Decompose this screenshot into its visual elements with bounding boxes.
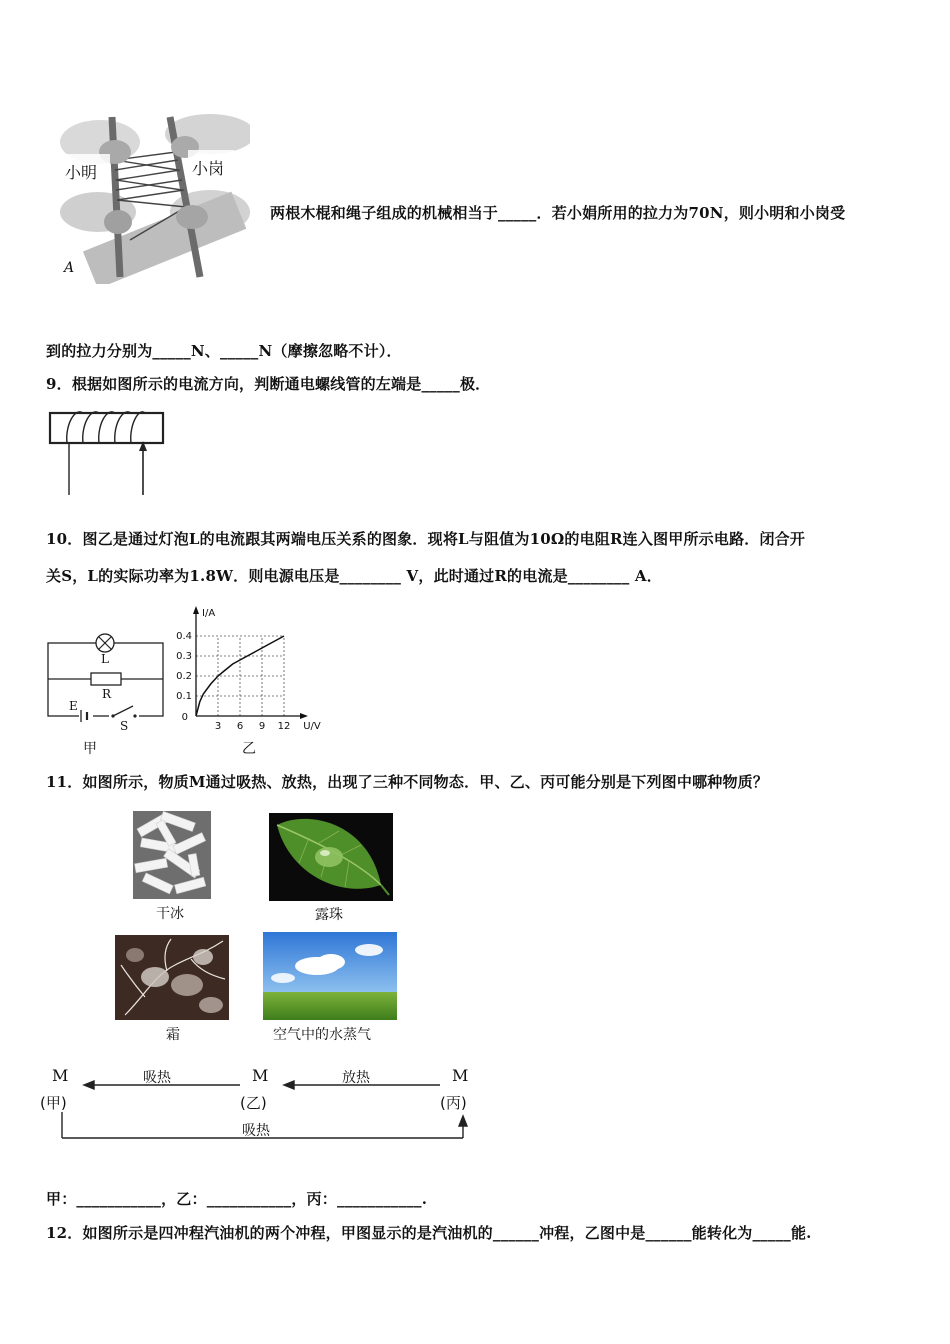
circuit-label-l: L [101,652,109,666]
origin-label: 0 [181,712,188,723]
pulley-stick-figure [60,112,250,284]
x-axis-label: U/V [303,721,321,732]
frost-photo [115,935,229,1020]
q10-line2: 关S，L的实际功率为1.8W．则电源电压是________ V，此时通过R的电流是________ A． [46,567,662,585]
x-axis-arrow [300,713,308,719]
y-tick-label: 0.3 [176,651,192,662]
q8-line1: 两根木棍和绳子组成的机械相当于_____．若小娟所用的拉力为70N，则小明和小岗受 [270,204,846,222]
q9-text: 9．根据如图所示的电流方向，判断通电螺线管的左端是_____极． [46,375,491,393]
y-tick-label: 0.1 [176,691,192,702]
caption-water-vapor: 空气中的水蒸气 [273,1027,371,1043]
q11-text: 11．如图所示，物质M通过吸热、放热，出现了三种不同物态．甲、乙、丙可能分别是下列图中哪种物质？ [46,773,769,791]
x-tick-label: 12 [277,721,291,732]
x-tick-label: 3 [214,721,222,732]
q12-text: 12．如图所示是四冲程汽油机的两个冲程，甲图显示的是汽油机的______冲程，乙图中是______能转化为_____能. [46,1224,812,1242]
figure-label-a: A [64,260,75,276]
circuit-caption: 甲 [83,741,97,757]
state-label-yi: (乙) [240,1094,267,1112]
state-label-jia: (甲) [40,1094,67,1112]
state-m-3: M [452,1066,469,1085]
dry-ice-photo [133,811,211,899]
y-tick-label: 0.2 [176,671,192,682]
y-axis-label: I/A [202,608,216,619]
x-tick-label: 6 [236,721,244,732]
arrow-label-absorb-1: 吸热 [143,1070,171,1086]
x-tick-label: 9 [258,721,266,732]
sky-field-photo [263,932,397,1020]
figure-label-xiaogang: 小岗 [192,159,225,178]
state-m-2: M [252,1066,269,1085]
q11-answer-line: 甲：___________，乙：___________，丙：___________. [46,1190,428,1208]
circuit-diagram [45,628,170,758]
circuit-label-e: E [69,699,78,713]
caption-frost: 霜 [166,1027,180,1043]
dew-leaf-photo [269,813,393,901]
state-label-bing: (丙) [440,1094,467,1112]
circuit-label-r: R [102,687,112,701]
circuit-label-s: S [120,719,129,733]
solenoid-figure [45,405,175,500]
state-m-1: M [52,1066,69,1085]
y-tick-label: 0.4 [176,631,192,642]
q10-line1: 10．图乙是通过灯泡L的电流跟其两端电压关系的图象．现将L与阻值为10Ω的电阻R连入图甲所示电路．闭合开 [46,530,806,548]
caption-dew: 露珠 [315,907,343,923]
caption-dry-ice: 干冰 [156,906,184,922]
y-axis-arrow [193,606,199,614]
arrow-label-release: 放热 [342,1070,370,1086]
arrow-label-absorb-2: 吸热 [242,1123,270,1139]
graph-caption: 乙 [242,741,256,757]
state-change-diagram [40,1064,490,1144]
iv-graph [170,606,330,756]
figure-label-xiaoming: 小明 [65,163,98,182]
q8-line2: 到的拉力分别为_____N、_____N（摩擦忽略不计）． [46,342,402,360]
